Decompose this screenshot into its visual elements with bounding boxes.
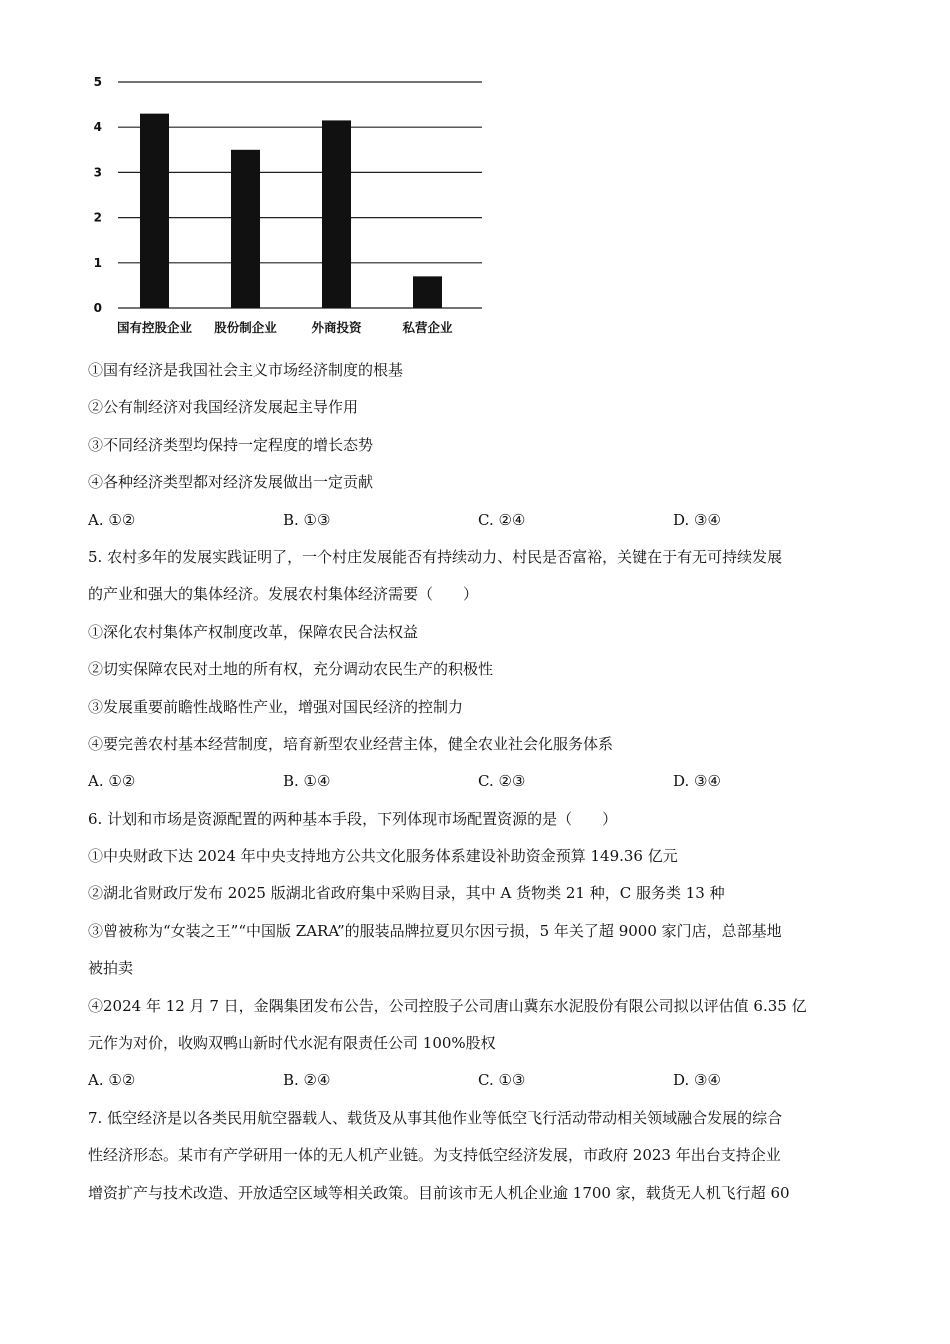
- q4-statement-3: ③不同经济类型均保持一定程度的增长态势: [88, 435, 374, 454]
- chart-gridlines: [118, 82, 482, 308]
- q5-option-a[interactable]: A. ①②: [88, 772, 136, 791]
- x-category-label: 外商投资: [311, 320, 362, 335]
- q4-statement-2: ②公有制经济对我国经济发展起主导作用: [88, 398, 359, 417]
- q5-option-d[interactable]: D. ③④: [673, 772, 721, 791]
- q6-options: [88, 1062, 868, 1099]
- y-tick-label: 4: [93, 120, 102, 135]
- q6-statement-line-4: 被拍卖: [88, 959, 134, 978]
- q4-option-b[interactable]: B. ①③: [283, 510, 331, 529]
- q7-stem-line-3: 增资扩产与技术改造、开放适空区域等相关政策。目前该市无人机企业逾 1700 家，载货无人机飞行超 60: [88, 1183, 790, 1202]
- q6-option-a[interactable]: A. ①②: [88, 1071, 136, 1090]
- q6-option-c[interactable]: C. ①③: [478, 1071, 526, 1090]
- q5-statement-4: ④要完善农村基本经营制度，培育新型农业经营主体，健全农业社会化服务体系: [88, 734, 614, 753]
- q4-option-d[interactable]: D. ③④: [673, 510, 721, 529]
- bar-1: [140, 114, 169, 308]
- q4-statement-1: ①国有经济是我国社会主义市场经济制度的根基: [88, 361, 404, 379]
- y-tick-label: 0: [93, 301, 102, 315]
- q7-stem-line-1: 7. 低空经济是以各类民用航空器载人、载货及从事其他作业等低空飞行活动带动相关领域融合发展的综合: [88, 1108, 783, 1127]
- chart-x-labels: [117, 320, 453, 335]
- q4-option-c[interactable]: C. ②④: [478, 510, 526, 529]
- q5-option-c[interactable]: C. ②③: [478, 772, 526, 791]
- q4-option-a[interactable]: A. ①②: [88, 510, 136, 529]
- q5-options: [88, 763, 868, 800]
- q5-statement-2: ②切实保障农民对土地的所有权，充分调动农民生产的积极性: [88, 660, 494, 679]
- x-category-label: 股份制企业: [214, 320, 277, 335]
- q4-statement-4: ④各种经济类型都对经济发展做出一定贡献: [88, 473, 374, 492]
- q6-option-d[interactable]: D. ③④: [673, 1071, 721, 1090]
- q6-statement-line-3: ③曾被称为“女装之王”“中国版 ZARA”的服装品牌拉夏贝尔因亏损，5 年关了超 9000 家门店，总部基地: [88, 921, 782, 940]
- question-text: [88, 352, 868, 1212]
- bar-3: [322, 120, 351, 308]
- q5-stem-line-2: 的产业和强大的集体经济。发展农村集体经济需要（ ）: [88, 585, 479, 604]
- bar-4: [413, 276, 442, 308]
- x-category-label: 私营企业: [402, 320, 453, 335]
- bar-chart: [80, 60, 500, 350]
- bar-2: [231, 150, 260, 308]
- chart-bars: [140, 114, 442, 308]
- y-tick-label: 1: [93, 255, 102, 270]
- q6-statement-line-5: ④2024 年 12 月 7 日，金隅集团发布公告，公司控股子公司唐山冀东水泥股份有限公司拟以评估值 6.35 亿: [88, 996, 807, 1015]
- y-tick-label: 5: [93, 75, 102, 89]
- q5-statement-3: ③发展重要前瞻性战略性产业，增强对国民经济的控制力: [88, 697, 464, 716]
- y-tick-label: 2: [93, 210, 102, 225]
- q6-statement-line-1: ①中央财政下达 2024 年中央支持地方公共文化服务体系建设补助资金预算 149.36 亿元: [88, 847, 678, 866]
- x-category-label: 国有控股企业: [116, 320, 193, 335]
- q6-statement-line-6: 元作为对价，收购双鸭山新时代水泥有限责任公司 100%股权: [88, 1034, 496, 1053]
- q4-options: [88, 502, 868, 539]
- q5-stem-line-1: 5. 农村多年的发展实践证明了，一个村庄发展能否有持续动力、村民是否富裕，关键在于有无可持续发展: [88, 547, 783, 566]
- q5-statement-1: ①深化农村集体产权制度改革，保障农民合法权益: [88, 622, 419, 641]
- q6-stem: 6. 计划和市场是资源配置的两种基本手段，下列体现市场配置资源的是（ ）: [88, 809, 618, 828]
- q6-statement-line-2: ②湖北省财政厅发布 2025 版湖北省政府集中采购目录，其中 A 货物类 21 种，C 服务类 13 种: [88, 884, 725, 903]
- q6-option-b[interactable]: B. ②④: [283, 1071, 331, 1090]
- q5-option-b[interactable]: B. ①④: [283, 772, 331, 791]
- q7-stem-line-2: 性经济形态。某市有产学研用一体的无人机产业链。为支持低空经济发展，市政府 2023 年出台支持企业: [88, 1146, 781, 1165]
- chart-y-ticks: [94, 75, 102, 315]
- y-tick-label: 3: [93, 165, 102, 180]
